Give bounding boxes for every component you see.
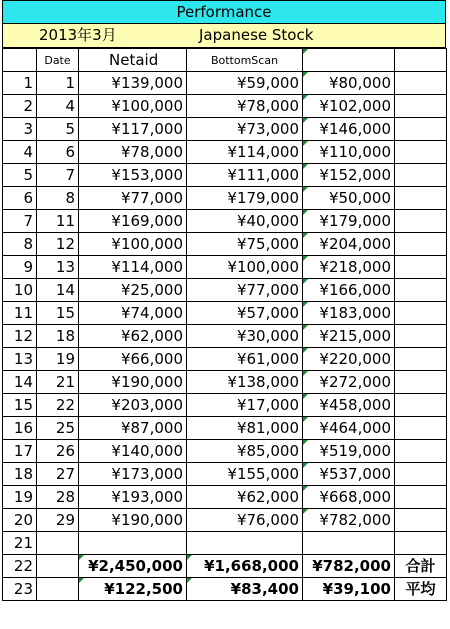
- col4-cell[interactable]: [395, 509, 447, 532]
- netaid-cell[interactable]: [79, 532, 187, 555]
- col3-cell[interactable]: ¥218,000: [303, 256, 395, 279]
- bottomscan-cell[interactable]: ¥155,000: [187, 463, 303, 486]
- netaid-cell[interactable]: ¥190,000: [79, 509, 187, 532]
- col3-cell[interactable]: ¥50,000: [303, 187, 395, 210]
- col4-cell[interactable]: [395, 348, 447, 371]
- netaid-cell[interactable]: ¥140,000: [79, 440, 187, 463]
- bottomscan-cell[interactable]: ¥76,000: [187, 509, 303, 532]
- row-index-cell[interactable]: 2: [3, 95, 37, 118]
- table-row: [3, 118, 447, 141]
- netaid-cell[interactable]: ¥203,000: [79, 394, 187, 417]
- col3-cell[interactable]: ¥668,000: [303, 486, 395, 509]
- table-row: [3, 302, 447, 325]
- col3-cell[interactable]: ¥519,000: [303, 440, 395, 463]
- col3-cell[interactable]: [303, 532, 395, 555]
- row-index-cell[interactable]: 23: [3, 578, 37, 601]
- col3-cell[interactable]: ¥537,000: [303, 463, 395, 486]
- date-cell[interactable]: [37, 532, 79, 555]
- date-cell[interactable]: 12: [37, 233, 79, 256]
- col3-cell[interactable]: ¥146,000: [303, 118, 395, 141]
- total-label-cell[interactable]: 合計: [395, 555, 447, 578]
- col4-cell[interactable]: [395, 95, 447, 118]
- row-index-cell[interactable]: 6: [3, 187, 37, 210]
- market-cell[interactable]: Japanese Stock: [199, 26, 314, 44]
- netaid-cell[interactable]: ¥117,000: [79, 118, 187, 141]
- date-cell[interactable]: 25: [37, 417, 79, 440]
- sheet-title-text: Performance: [176, 3, 272, 21]
- table-row: [3, 532, 447, 555]
- date-cell[interactable]: 19: [37, 348, 79, 371]
- table-row: [3, 279, 447, 302]
- netaid-cell[interactable]: ¥190,000: [79, 371, 187, 394]
- date-cell[interactable]: 7: [37, 164, 79, 187]
- col3-cell[interactable]: ¥110,000: [303, 141, 395, 164]
- bottomscan-average-cell[interactable]: ¥83,400: [187, 578, 303, 601]
- bottomscan-cell[interactable]: ¥85,000: [187, 440, 303, 463]
- sheet-title[interactable]: [2, 0, 446, 24]
- table-row: [3, 417, 447, 440]
- row-index-cell[interactable]: 8: [3, 233, 37, 256]
- date-cell[interactable]: 22: [37, 394, 79, 417]
- col3-cell[interactable]: ¥102,000: [303, 95, 395, 118]
- date-cell[interactable]: 28: [37, 486, 79, 509]
- month-cell[interactable]: 2013年3月: [39, 26, 117, 44]
- date-cell[interactable]: [37, 578, 79, 601]
- col4-cell[interactable]: [395, 417, 447, 440]
- bottomscan-cell[interactable]: ¥114,000: [187, 141, 303, 164]
- table-row: [3, 486, 447, 509]
- col4-cell[interactable]: [395, 486, 447, 509]
- table-row: [3, 210, 447, 233]
- average-row: [3, 578, 447, 601]
- header-netaid-cell[interactable]: Netaid: [79, 49, 187, 72]
- netaid-total-cell[interactable]: ¥2,450,000: [79, 555, 187, 578]
- date-cell[interactable]: 13: [37, 256, 79, 279]
- row-index-cell[interactable]: 11: [3, 302, 37, 325]
- col4-cell[interactable]: [395, 187, 447, 210]
- netaid-cell[interactable]: ¥74,000: [79, 302, 187, 325]
- netaid-cell[interactable]: ¥193,000: [79, 486, 187, 509]
- table-row: [3, 440, 447, 463]
- header-col4-cell[interactable]: [395, 49, 447, 72]
- row-index-cell[interactable]: 20: [3, 509, 37, 532]
- row-index-cell[interactable]: 18: [3, 463, 37, 486]
- spreadsheet: [2, 0, 448, 626]
- netaid-cell[interactable]: ¥169,000: [79, 210, 187, 233]
- row-index-cell[interactable]: 17: [3, 440, 37, 463]
- table-row: [3, 141, 447, 164]
- date-cell[interactable]: 27: [37, 463, 79, 486]
- col3-cell[interactable]: ¥220,000: [303, 348, 395, 371]
- bottomscan-cell[interactable]: ¥78,000: [187, 95, 303, 118]
- bottomscan-cell[interactable]: ¥138,000: [187, 371, 303, 394]
- col3-cell[interactable]: ¥166,000: [303, 279, 395, 302]
- date-cell[interactable]: 21: [37, 371, 79, 394]
- row-index-cell[interactable]: 21: [3, 532, 37, 555]
- bottomscan-cell[interactable]: ¥75,000: [187, 233, 303, 256]
- bottomscan-total-cell[interactable]: ¥1,668,000: [187, 555, 303, 578]
- col3-cell[interactable]: ¥215,000: [303, 325, 395, 348]
- col4-cell[interactable]: [395, 72, 447, 95]
- table-row: [3, 95, 447, 118]
- col3-cell[interactable]: ¥179,000: [303, 210, 395, 233]
- table-row: [3, 164, 447, 187]
- col4-cell[interactable]: [395, 210, 447, 233]
- date-cell[interactable]: 14: [37, 279, 79, 302]
- netaid-cell[interactable]: ¥114,000: [79, 256, 187, 279]
- table-row: [3, 325, 447, 348]
- col4-cell[interactable]: [395, 233, 447, 256]
- date-cell[interactable]: 29: [37, 509, 79, 532]
- col4-cell[interactable]: [395, 440, 447, 463]
- header-date-cell[interactable]: Date: [37, 49, 79, 72]
- col4-cell[interactable]: [395, 164, 447, 187]
- bottomscan-cell[interactable]: ¥30,000: [187, 325, 303, 348]
- date-cell[interactable]: 15: [37, 302, 79, 325]
- row-index-cell[interactable]: 3: [3, 118, 37, 141]
- bottomscan-cell[interactable]: ¥59,000: [187, 72, 303, 95]
- col3-average-cell[interactable]: ¥39,100: [303, 578, 395, 601]
- col3-cell[interactable]: ¥204,000: [303, 233, 395, 256]
- netaid-cell[interactable]: ¥66,000: [79, 348, 187, 371]
- col4-cell[interactable]: [395, 256, 447, 279]
- bottomscan-cell[interactable]: ¥111,000: [187, 164, 303, 187]
- col3-total-cell[interactable]: ¥782,000: [303, 555, 395, 578]
- row-index-cell[interactable]: 12: [3, 325, 37, 348]
- row-index-cell[interactable]: 7: [3, 210, 37, 233]
- col4-cell[interactable]: [395, 325, 447, 348]
- bottomscan-cell[interactable]: ¥100,000: [187, 256, 303, 279]
- bottomscan-cell[interactable]: ¥57,000: [187, 302, 303, 325]
- col3-cell[interactable]: ¥152,000: [303, 164, 395, 187]
- netaid-cell[interactable]: ¥78,000: [79, 141, 187, 164]
- date-cell[interactable]: 6: [37, 141, 79, 164]
- bottomscan-cell[interactable]: ¥73,000: [187, 118, 303, 141]
- col4-cell[interactable]: [395, 279, 447, 302]
- row-index-cell[interactable]: 14: [3, 371, 37, 394]
- col4-cell[interactable]: [395, 118, 447, 141]
- date-cell[interactable]: 8: [37, 187, 79, 210]
- bottomscan-cell[interactable]: ¥40,000: [187, 210, 303, 233]
- table-row: [3, 371, 447, 394]
- bottomscan-cell[interactable]: ¥62,000: [187, 486, 303, 509]
- row-index-cell[interactable]: 16: [3, 417, 37, 440]
- grid-body: [3, 49, 447, 601]
- col4-cell[interactable]: [395, 463, 447, 486]
- row-index-cell[interactable]: 13: [3, 348, 37, 371]
- bottomscan-cell[interactable]: ¥81,000: [187, 417, 303, 440]
- row-index-cell[interactable]: 22: [3, 555, 37, 578]
- netaid-cell[interactable]: ¥25,000: [79, 279, 187, 302]
- row-index-cell[interactable]: 9: [3, 256, 37, 279]
- col3-cell[interactable]: ¥782,000: [303, 509, 395, 532]
- netaid-cell[interactable]: ¥77,000: [79, 187, 187, 210]
- total-row: [3, 555, 447, 578]
- table-row: [3, 72, 447, 95]
- date-cell[interactable]: 26: [37, 440, 79, 463]
- col3-cell[interactable]: ¥458,000: [303, 394, 395, 417]
- header-bottomscan-cell[interactable]: BottomScan: [187, 49, 303, 72]
- meta-row[interactable]: [2, 24, 446, 48]
- row-index-cell[interactable]: 15: [3, 394, 37, 417]
- header-index-cell[interactable]: [3, 49, 37, 72]
- table-row: [3, 463, 447, 486]
- netaid-cell[interactable]: ¥87,000: [79, 417, 187, 440]
- row-index-cell[interactable]: 10: [3, 279, 37, 302]
- average-label-cell[interactable]: 平均: [395, 578, 447, 601]
- netaid-cell[interactable]: ¥100,000: [79, 95, 187, 118]
- netaid-average-cell[interactable]: ¥122,500: [79, 578, 187, 601]
- table-row: [3, 394, 447, 417]
- header-col3-cell[interactable]: [303, 49, 395, 72]
- table-row: [3, 233, 447, 256]
- date-cell[interactable]: [37, 555, 79, 578]
- row-index-cell[interactable]: 1: [3, 72, 37, 95]
- table-row: [3, 187, 447, 210]
- header-row: [3, 49, 447, 72]
- col4-cell[interactable]: [395, 371, 447, 394]
- date-cell[interactable]: 5: [37, 118, 79, 141]
- bottomscan-cell[interactable]: ¥179,000: [187, 187, 303, 210]
- col4-cell[interactable]: [395, 141, 447, 164]
- netaid-cell[interactable]: ¥173,000: [79, 463, 187, 486]
- bottomscan-cell[interactable]: [187, 532, 303, 555]
- table-row: [3, 509, 447, 532]
- date-cell[interactable]: 1: [37, 72, 79, 95]
- col4-cell[interactable]: [395, 302, 447, 325]
- col3-cell[interactable]: ¥183,000: [303, 302, 395, 325]
- data-grid: [2, 48, 447, 601]
- date-cell[interactable]: 18: [37, 325, 79, 348]
- netaid-cell[interactable]: ¥153,000: [79, 164, 187, 187]
- table-row: [3, 348, 447, 371]
- netaid-cell[interactable]: ¥139,000: [79, 72, 187, 95]
- row-index-cell[interactable]: 4: [3, 141, 37, 164]
- col4-cell[interactable]: [395, 532, 447, 555]
- col4-cell[interactable]: [395, 394, 447, 417]
- netaid-cell[interactable]: ¥100,000: [79, 233, 187, 256]
- row-index-cell[interactable]: 5: [3, 164, 37, 187]
- bottomscan-cell[interactable]: ¥17,000: [187, 394, 303, 417]
- bottomscan-cell[interactable]: ¥77,000: [187, 279, 303, 302]
- netaid-cell[interactable]: ¥62,000: [79, 325, 187, 348]
- date-cell[interactable]: 11: [37, 210, 79, 233]
- table-row: [3, 256, 447, 279]
- bottomscan-cell[interactable]: ¥61,000: [187, 348, 303, 371]
- col3-cell[interactable]: ¥80,000: [303, 72, 395, 95]
- col3-cell[interactable]: ¥464,000: [303, 417, 395, 440]
- date-cell[interactable]: 4: [37, 95, 79, 118]
- row-index-cell[interactable]: 19: [3, 486, 37, 509]
- col3-cell[interactable]: ¥272,000: [303, 371, 395, 394]
